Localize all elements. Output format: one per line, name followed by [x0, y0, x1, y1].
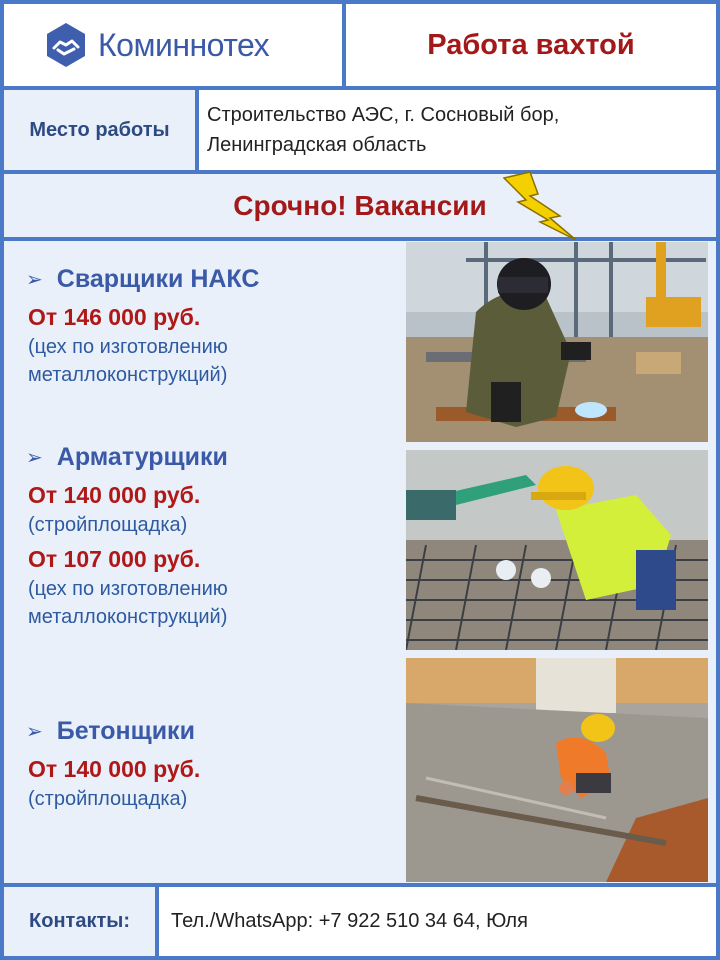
urgent-title: Срочно! Вакансии: [233, 189, 487, 221]
vacancy-item: [26, 713, 200, 813]
urgent-banner: [4, 174, 716, 237]
vacancy-salary: От 140 000 руб.: [28, 756, 201, 782]
concrete-worker-photo: [406, 658, 708, 882]
vacancy-note: (стройплощадка): [28, 788, 188, 810]
job-type-cell: [346, 4, 716, 86]
job-type-title: Работа вахтой: [427, 28, 635, 61]
workplace-value-cell: [199, 90, 716, 170]
vacancy-title: ➢ Арматурщики: [26, 442, 228, 471]
workplace-line: Ленинградская область: [207, 134, 427, 156]
logo-cell: [4, 4, 342, 86]
vacancy-note: металлоконструкций): [28, 606, 228, 628]
handshake-logo-icon: [42, 21, 90, 69]
vacancy-note: (цех по изготовлению: [28, 336, 228, 358]
vacancy-item: [26, 261, 259, 389]
contact-phone[interactable]: Тел./WhatsApp: +7 922 510 34 64, Юля: [171, 910, 528, 932]
contacts-label-cell: [4, 887, 155, 956]
vacancy-salary: От 107 000 руб.: [28, 546, 201, 572]
contacts-label: Контакты:: [29, 910, 130, 932]
workplace-label-cell: [4, 90, 195, 170]
vacancy-title: ➢ Сварщики НАКС: [26, 264, 260, 293]
welder-photo: [406, 242, 708, 442]
arrow-bullet-icon: ➢: [26, 268, 43, 291]
vacancy-note: (цех по изготовлению: [28, 578, 228, 600]
vacancy-title: ➢ Бетонщики: [26, 716, 195, 745]
contacts-value-cell: [159, 887, 716, 956]
lightning-bolt-icon: [500, 170, 580, 242]
arrow-bullet-icon: ➢: [26, 720, 43, 743]
vacancy-item: [26, 439, 228, 631]
vacancy-note: металлоконструкций): [28, 364, 228, 386]
workplace-line: Строительство АЭС, г. Сосновый бор,: [207, 104, 560, 126]
vacancy-salary: От 140 000 руб.: [28, 482, 201, 508]
vacancy-salary: От 146 000 руб.: [28, 304, 201, 330]
workplace-label: Место работы: [29, 118, 170, 141]
brand-name: Коминнотех: [98, 26, 270, 63]
rebar-worker-photo: [406, 450, 708, 650]
vacancies-panel: [4, 241, 716, 883]
arrow-bullet-icon: ➢: [26, 446, 43, 469]
vacancy-note: (стройплощадка): [28, 514, 188, 536]
